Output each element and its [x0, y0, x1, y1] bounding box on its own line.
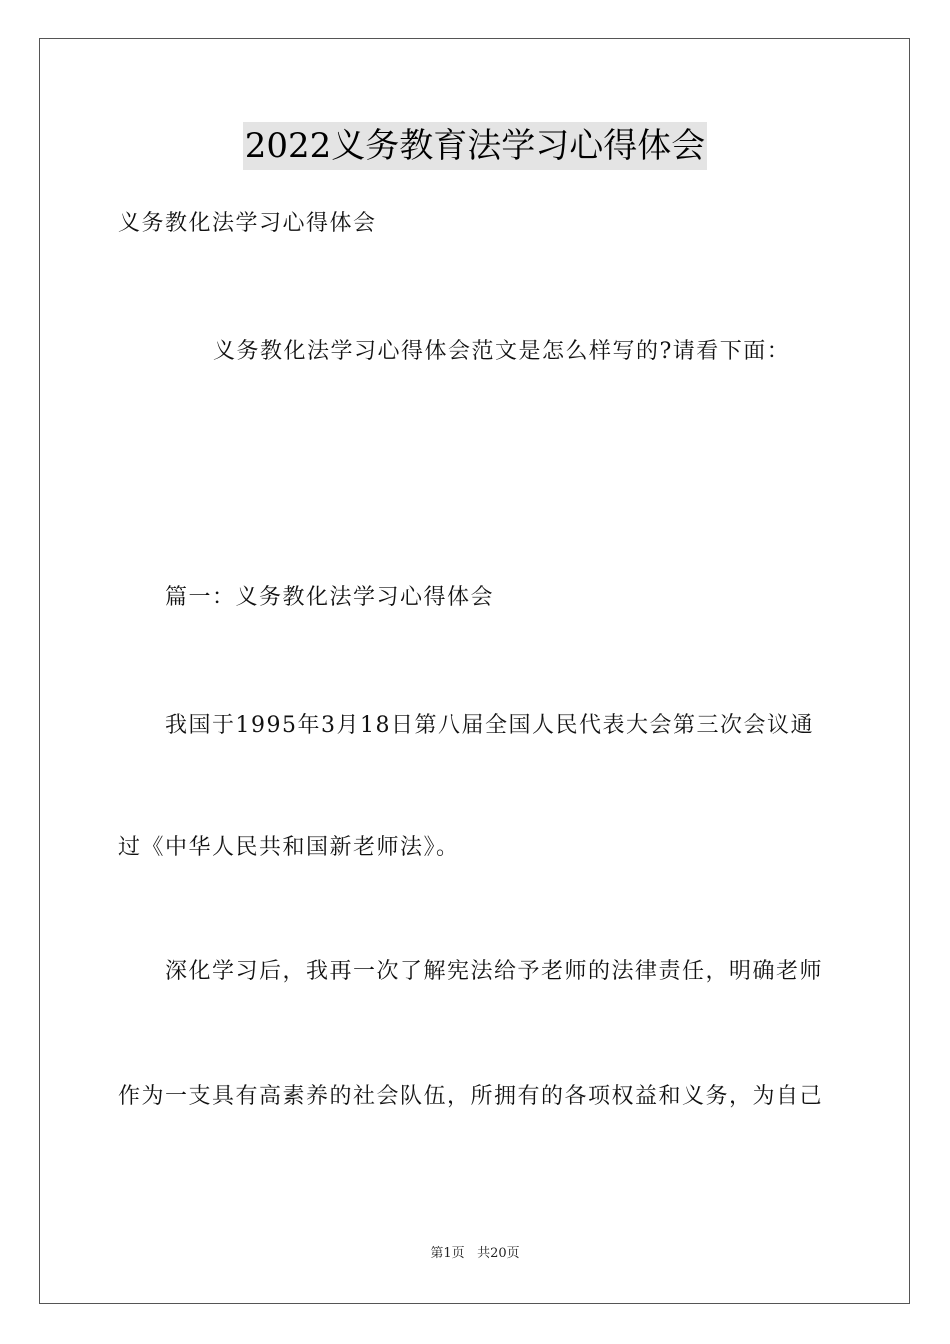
- document-title: 2022义务教育法学习心得体会: [243, 122, 708, 170]
- body-line-4: 作为一支具有高素养的社会队伍，所拥有的各项权益和义务，为自己: [118, 1084, 824, 1109]
- page-number-current: 第1页: [430, 1246, 465, 1261]
- page-footer: [0, 1245, 950, 1263]
- intro-paragraph: 义务教化法学习心得体会范文是怎么样写的?请看下面：: [213, 339, 791, 364]
- page-number-total: 共20页: [477, 1246, 520, 1261]
- body-line-1: 我国于1995年3月18日第八届全国人民代表大会第三次会议通: [165, 713, 814, 738]
- subtitle-line: 义务教化法学习心得体会: [118, 211, 377, 236]
- section-heading: 篇一：义务教化法学习心得体会: [165, 585, 495, 610]
- title-container: [0, 122, 950, 170]
- body-line-3: 深化学习后，我再一次了解宪法给予老师的法律责任，明确老师: [165, 959, 824, 984]
- body-line-2: 过《中华人民共和国新老师法》。: [118, 835, 460, 860]
